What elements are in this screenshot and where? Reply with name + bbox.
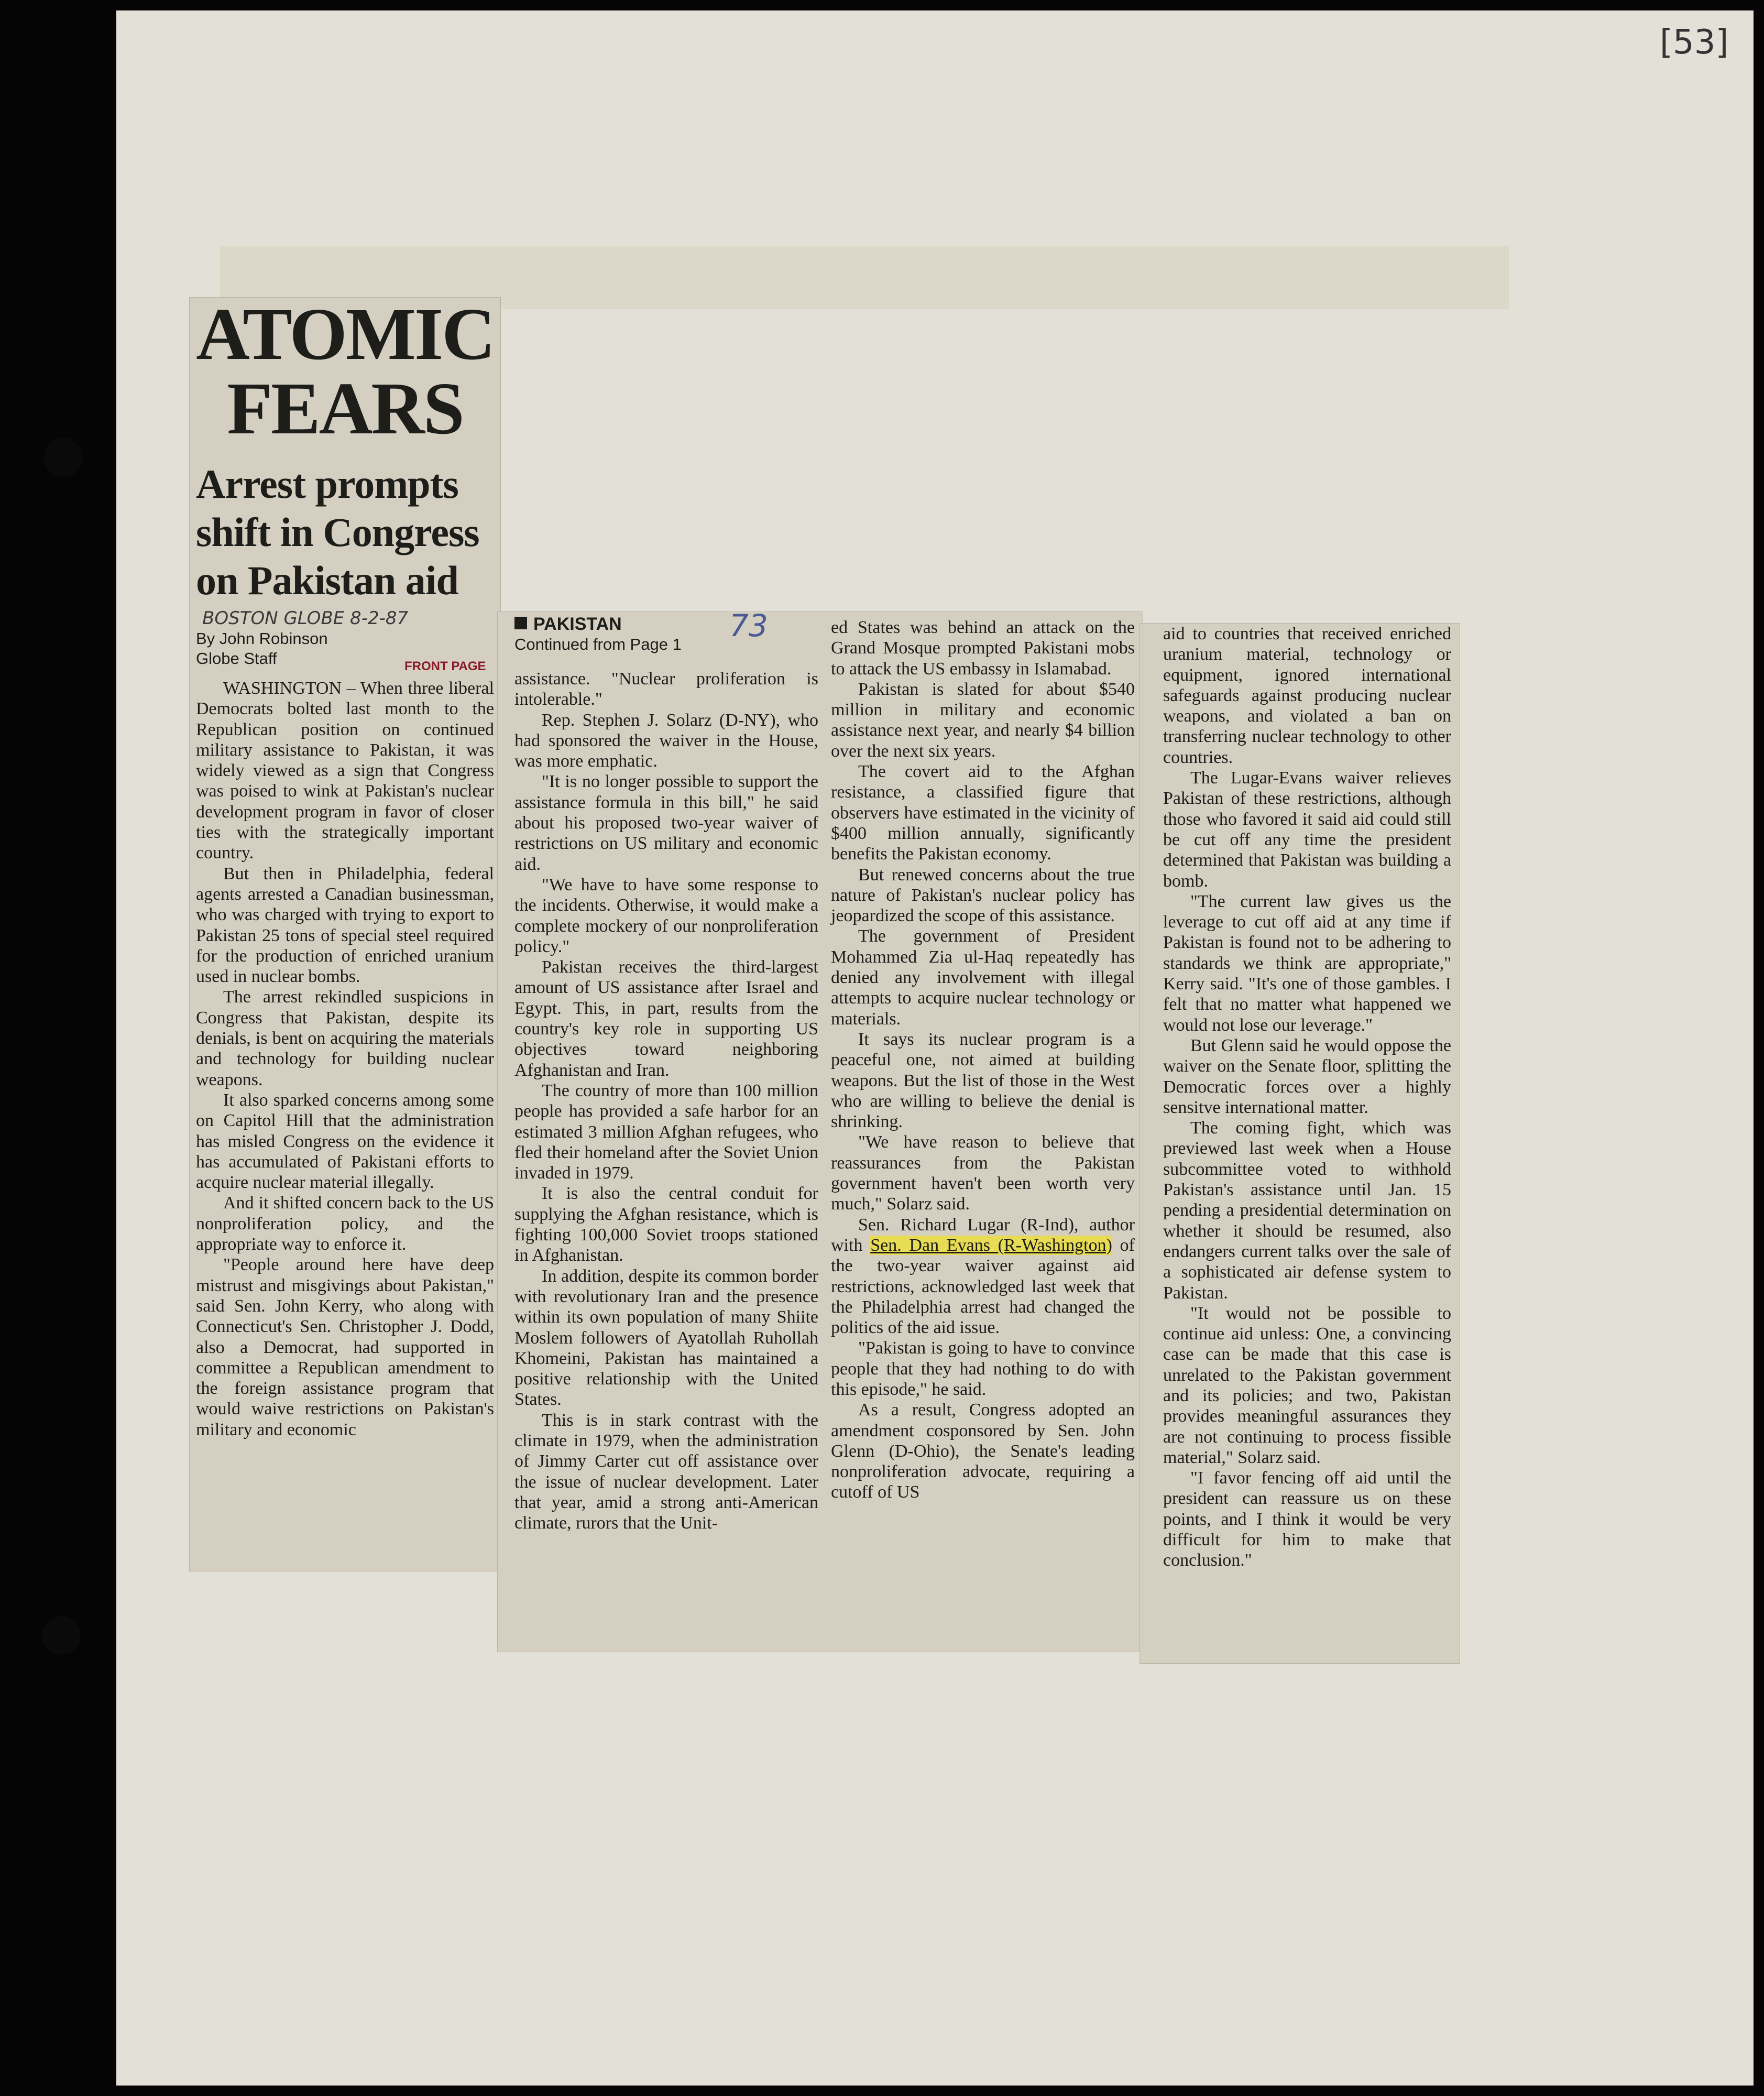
clipping-continuation-2 [1140, 624, 1460, 1663]
subhead-line: Arrest prompts [196, 461, 458, 507]
paragraph-with-highlight [831, 1215, 1135, 1338]
paragraph: WASHINGTON – When three liberal Democrats bolted last month to the Republican position on continued military assistance to Pakistan, it was widely viewed as a sign that Congress was poised to wink at Pakistan's nuclear development program in favor of closer ties with the strategically important country. [196, 679, 494, 863]
paragraph: It is also the central conduit for supplying the Afghan resistance, which is fighting 100,000 Soviet troops stationed in Afghanistan. [514, 1184, 818, 1265]
paragraph: The government of President Mohammed Zia ul-Haq repeatedly has denied any involvement with illegal attempts to acquire nuclear technology or materials. [831, 926, 1135, 1029]
paragraph: Pakistan receives the third-largest amount of US assistance after Israel and Egypt. This, in part, results from the country's key role in supporting US objectives toward neighboring Afghanistan and Iran. [514, 957, 818, 1080]
jump-kicker [514, 614, 818, 634]
paragraph: The Lugar-Evans waiver relieves Pakistan of these restrictions, although those who favored it said aid could still be cut off any time the president determined that Pakistan was building a bomb. [1163, 768, 1451, 891]
handwritten-note: 73 [729, 608, 768, 643]
text-span: Sen. Richard Lugar (R-Ind), author with [831, 1215, 1135, 1255]
subhead [190, 460, 500, 605]
byline: By John Robinson [196, 629, 328, 648]
subhead-line: on Pakistan aid [196, 558, 458, 603]
paragraph: "Pakistan is going to have to convince people that they had nothing to do with this episode," he said. [831, 1338, 1135, 1399]
handwritten-source: BOSTON GLOBE 8-2-87 [202, 608, 409, 629]
headline-line: FEARS [227, 367, 463, 450]
staff-line: Globe Staff [196, 649, 277, 668]
article-column-2 [514, 608, 818, 1533]
paragraph: But then in Philadelphia, federal agents arrested a Canadian businessman, who was charged with trying to export to Pakistan 25 tons of special steel required for the production of enriched uranium used in nuclear bombs. [196, 864, 494, 987]
paragraph: "The current law gives us the leverage to cut off aid at any time if Pakistan is found not to be adhering to standards we think are appropriate," Kerry said. "It's one of those gambles. I felt that no matter what happened we would not lose our leverage." [1163, 891, 1451, 1035]
paragraph: In addition, despite its common border with revolutionary Iran and the presence within its own population of many Shiite Moslem followers of Ayatollah Ruhollah Khomeini, Pakistan has maintained a positive relationship with the United States. [514, 1266, 818, 1410]
square-bullet-icon [514, 617, 527, 629]
binder-hole [44, 438, 83, 477]
paragraph: assistance. "Nuclear proliferation is intolerable." [514, 669, 818, 709]
paragraph: Rep. Stephen J. Solarz (D-NY), who had sponsored the waiver in the House, was more emphatic. [514, 710, 818, 771]
paragraph: But Glenn said he would oppose the waiver on the Senate floor, splitting the Democratic forces over a highly sensitve international matter. [1163, 1035, 1451, 1117]
article-column-1 [190, 669, 500, 1440]
paragraph: "I favor fencing off aid until the president can reassure us on these points, and I think it would be very difficult for him to make that conclusion." [1163, 1468, 1451, 1570]
paragraph: The covert aid to the Afghan resistance, a classified figure that observers have estimated in the vicinity of $400 million annually, significantly benefits the Pakistan economy. [831, 762, 1135, 864]
paragraph: This is in stark contrast with the climate in 1979, when the administration of Jimmy Carter cut off assistance over the issue of nuclear development. Later that year, amid a strong anti-American climate, rurors that the Unit- [514, 1410, 818, 1533]
paragraph: And it shifted concern back to the US nonproliferation policy, and the appropriate way to enforce it. [196, 1193, 494, 1254]
article-column-3 [831, 617, 1135, 1503]
paragraph: The country of more than 100 million people has provided a safe harbor for an estimated 3 million Afghan refugees, who fled their homeland after the Soviet Union invaded in 1979. [514, 1080, 818, 1183]
headline [190, 292, 500, 450]
highlighted-text: Sen. Dan Evans (R-Washington) [870, 1235, 1112, 1255]
article-body [514, 669, 818, 1533]
paragraph: The coming fight, which was previewed last week when a House subcommittee voted to withhold Pakistan's assistance until Jan. 15 pending a presidential determination on whether it should be resumed, also endangers current talks over the sale of a sophisticated air defense system to Pakistan. [1163, 1118, 1451, 1303]
continued-line: Continued from Page 1 [514, 635, 682, 653]
paragraph: It says its nuclear program is a peaceful one, not aimed at building weapons. But the list of those in the West who are willing to believe the denial is shrinking. [831, 1029, 1135, 1132]
paragraph: "People around here have deep mistrust and misgivings about Pakistan," said Sen. John Kerry, who along with Connecticut's Sen. Christopher J. Dodd, also a Democrat, had supported in committee a Republican amendment to the foreign assistance program that would waive restrictions on Pakistan's military and economic [196, 1255, 494, 1439]
paragraph: But renewed concerns about the true nature of Pakistan's nuclear policy has jeopardized the scope of this assistance. [831, 865, 1135, 926]
text-span: of the two-year waiver against aid restrictions, acknowledged last week that the Philadelphia arrest had changed the politics of the aid issue. [831, 1235, 1135, 1338]
kicker-text: PAKISTAN [533, 614, 622, 634]
paragraph: Pakistan is slated for about $540 million in military and economic assistance next year, and nearly $4 billion over the next six years. [831, 679, 1135, 761]
article-body [831, 617, 1135, 1503]
headline-line: ATOMIC [196, 292, 494, 375]
page-number: [53] [1660, 23, 1729, 62]
paragraph: "It would not be possible to continue aid unless: One, a convincing case can be made that this case is unrelated to the Pakistan government and its policies; and two, Pakistan provides meaningful assurances they are not continuing to process fissible material," Solarz said. [1163, 1303, 1451, 1467]
subhead-line: shift in Congress [196, 509, 479, 555]
paragraph: "We have to have some response to the incidents. Otherwise, it would make a complete mockery of our nonproliferation policy." [514, 875, 818, 956]
article-column-4 [1140, 624, 1460, 1571]
paragraph: ed States was behind an attack on the Grand Mosque prompted Pakistani mobs to attack the US embassy in Islamabad. [831, 618, 1135, 679]
clipping-lead [190, 292, 500, 1571]
paragraph: The arrest rekindled suspicions in Congress that Pakistan, despite its denials, is bent on acquiring the materials and technology for building nuclear weapons. [196, 987, 494, 1089]
paragraph: As a result, Congress adopted an amendment cosponsored by Sen. John Glenn (D-Ohio), the Senate's leading nonproliferation advocate, requiring a cutoff of US [831, 1400, 1135, 1502]
paragraph: It also sparked concerns among some on Capitol Hill that the administration has misled Congress on the evidence it has accumulated of Pakistani efforts to acquire nuclear material illegally. [196, 1090, 494, 1193]
paragraph: "We have reason to believe that reassurances from the Pakistan government haven't been worth very much," Solarz said. [831, 1132, 1135, 1214]
paragraph: "It is no longer possible to support the assistance formula in this bill," he said about his proposed two-year waiver of restrictions on US military and economic aid. [514, 772, 818, 874]
clipping-continuation [498, 608, 1143, 1652]
paragraph: aid to countries that received enriched uranium material, technology or equipment, ignored international safeguards against producing nuclear weapons, and violated a ban on transferring nuclear technology to other countries. [1163, 624, 1451, 767]
binder-hole [42, 1616, 81, 1655]
front-page-label: FRONT PAGE [404, 659, 486, 673]
